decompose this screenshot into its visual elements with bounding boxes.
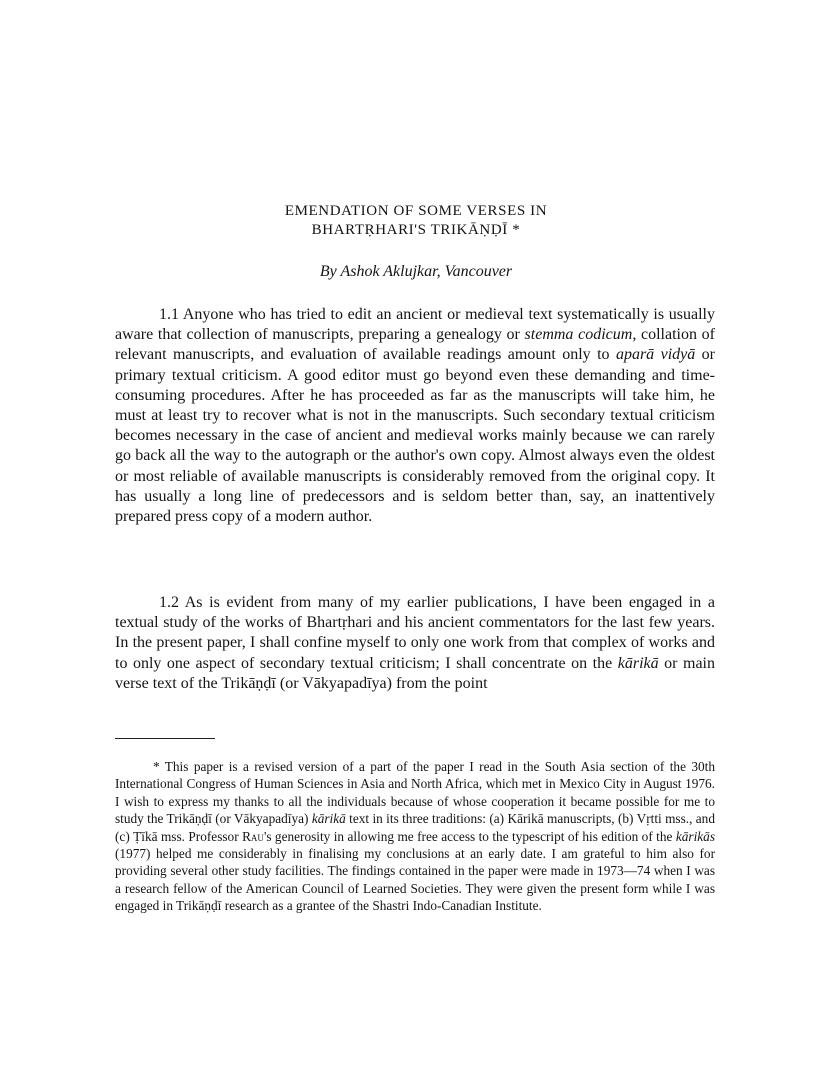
footnote xyxy=(115,758,715,915)
footnote-segment: text in its three traditions: (a) Kārikā manuscripts, (b) Vṛtti mss., and (c) Ṭīkā mss. Professor xyxy=(115,811,715,844)
footnote-divider xyxy=(115,738,215,739)
footnote-segment: (1977) helped me considerably in finalising my conclusions at an early date. I am grateful to him also for providing several other study facilities. The findings contained in the paper were made in 1973—74 when I was a research fellow of the American Council of Learned Societies. They were given the present form while I was engaged in Trikāṇḍī research as a grantee of the Shastri Indo-Canadian Institute. xyxy=(115,846,715,914)
paragraph-italic-segment: kārikā xyxy=(617,654,659,672)
author-byline: By Ashok Aklujkar, Vancouver xyxy=(319,263,513,280)
footnote-italic-segment: kārikās xyxy=(675,828,715,844)
article-title-line-1: EMENDATION OF SOME VERSES IN xyxy=(284,203,548,219)
paragraph-segment: 1.2 As is evident from many of my earlier publications, I have been engaged in a textual study of the works of Bhartṛhari and his ancient commentators for the last few years. In the present paper, I shall confine myself to only one work from that complex of works and to only one aspect of secondary textual criticism; I shall concentrate on the xyxy=(115,594,715,672)
footnote-segment: 's generosity in allowing me free access to the typescript of his edition of the xyxy=(263,828,676,844)
footnote-smallcaps-segment: Rau xyxy=(242,828,264,844)
paragraph-italic-segment: stemma codicum, xyxy=(524,326,637,344)
paragraph-1-2 xyxy=(115,593,715,694)
paragraph-segment: or primary textual criticism. A good editor must go beyond even these demanding and time-consuming procedures. After he has proceeded as far as the manuscripts will take him, he must at least try to recover what is not in the manuscripts. Such secondary textual criticism becomes necessary in the case of ancient and medieval works mainly because we can rarely go back all the way to the autograph or the author's own copy. Almost always even the oldest or most reliable of available manuscripts is considerably removed from the original copy. It has usually a long line of predecessors and is seldom better than, say, an inattentively prepared press copy of a modern author. xyxy=(115,346,715,526)
paragraph-1-1 xyxy=(115,305,715,527)
footnote-italic-segment: kārikā xyxy=(311,811,346,827)
paragraph-segment: 1.1 Anyone who has tried to edit an ancient or medieval text systematically is usually aware that collection of manuscripts, preparing a genealogy or xyxy=(115,306,715,344)
paragraph-segment: collation of relevant manuscripts, and evaluation of available readings amount only to xyxy=(115,326,716,364)
paragraph-segment: or main verse text of the Trikāṇḍī (or Vākyapadīya) from the point xyxy=(115,654,715,692)
paragraph-italic-segment: aparā vidyā xyxy=(615,346,696,364)
footnote-segment: * This paper is a revised version of a part of the paper I read in the South Asia section of the 30th International Congress of Human Sciences in Asia and North Africa, which met in Mexico City in August 1976. I wish to express my thanks to all the individuals because of whose cooperation it became possible for me to study the Trikāṇḍī (or Vākyapadīya) xyxy=(115,759,715,827)
article-title-line-2: BHARTṚHARI'S TRIKĀṆḌĪ * xyxy=(311,222,521,238)
